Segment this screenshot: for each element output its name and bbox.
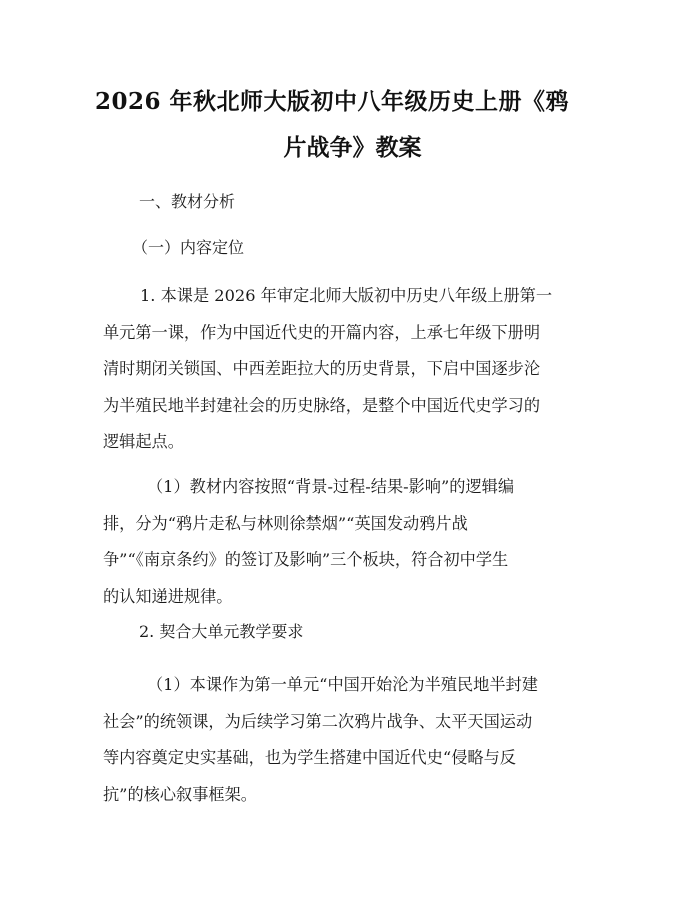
paragraph-3-line-3: 等内容奠定史实基础，也为学生搭建中国近代史“侵略与反 (103, 748, 516, 768)
paragraph-2-line-2: 排，分为“鸦片走私与林则徐禁烟”“英国发动鸦片战 (103, 513, 468, 533)
paragraph-2-line-3: 争”“《南京条约》的签订及影响”三个板块，符合初中学生 (103, 550, 509, 570)
paragraph-1-line-1: 1. 本课是 2026 年审定北师大版初中历史八年级上册第一 (140, 286, 553, 305)
paragraph-3-line-2: 社会”的统领课，为后续学习第二次鸦片战争、太平天国运动 (103, 711, 533, 731)
paragraph-1-line-2: 单元第一课，作为中国近代史的开篇内容，上承七年级下册明 (103, 322, 541, 342)
paragraph-2-line-4: 的认知递进规律。 (103, 586, 233, 606)
paragraph-2 (103, 469, 603, 615)
document-title-line-2: 片战争》教案 (283, 134, 422, 161)
document-title-line-1: 2026 年秋北师大版初中八年级历史上册《鸦 (95, 88, 570, 115)
paragraph-2-line-1: （1）教材内容按照“背景-过程-结果-影响”的逻辑编 (147, 477, 515, 496)
paragraph-1-line-4: 为半殖民地半封建社会的历史脉络，是整个中国近代史学习的 (103, 395, 541, 415)
paragraph-3-line-1: （1）本课作为第一单元“中国开始沦为半殖民地半封建 (147, 675, 538, 694)
paragraph-1 (103, 278, 603, 461)
paragraph-1-line-5: 逻辑起点。 (103, 432, 184, 452)
paragraph-3 (103, 667, 603, 813)
subsection-heading-content-positioning: （一）内容定位 (132, 238, 245, 257)
section-heading-teaching-material-analysis: 一、教材分析 (139, 192, 236, 211)
subheading-unit-teaching-requirements: 2. 契合大单元教学要求 (139, 622, 304, 641)
paragraph-3-line-4: 抗”的核心叙事框架。 (103, 784, 257, 804)
paragraph-1-line-3: 清时期闭关锁国、中西差距拉大的历史背景，下启中国逐步沦 (103, 359, 541, 379)
